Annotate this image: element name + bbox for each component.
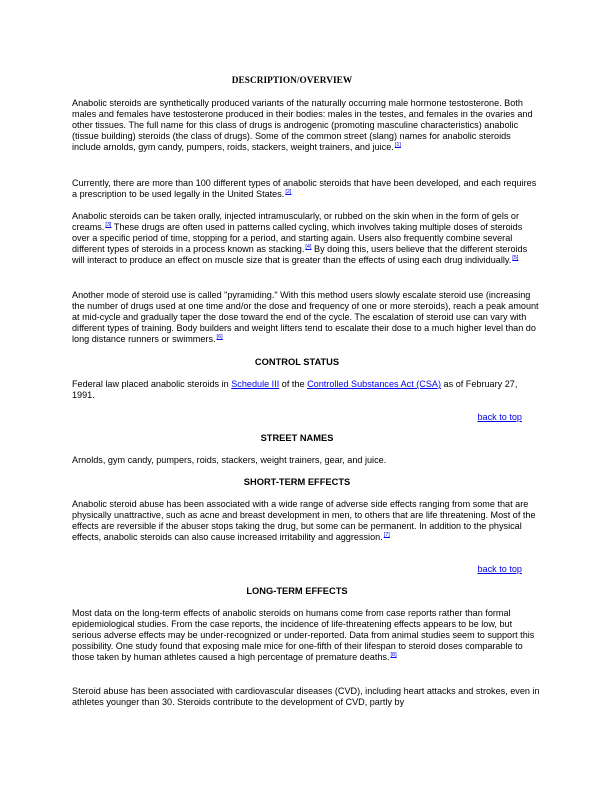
footnote-link-6[interactable]: [6] bbox=[216, 334, 223, 341]
long-term-effects-heading: LONG-TERM EFFECTS bbox=[246, 586, 348, 596]
schedule-iii-link[interactable]: Schedule III bbox=[231, 379, 280, 389]
paragraph-text: Federal law placed anabolic steroids in bbox=[72, 379, 232, 389]
short-term-effects-heading: SHORT-TERM EFFECTS bbox=[243, 477, 351, 487]
long-term-effects-paragraph-2: Steroid abuse has been associated with cardiovascular diseases (CVD), including heart attacks and strokes, even in athletes younger than 30. Steroids contribute to the development of CVD, partly by bbox=[72, 686, 540, 708]
paragraph-text: of the bbox=[279, 379, 308, 389]
overview-paragraph-2 bbox=[72, 178, 542, 200]
paragraph-text: Another mode of steroid use is called "pyramiding." With this method users slowly escalate steroid use (increasing the number of drugs used at one time and/or the dose and frequency of one or more steroids), reach a peak amount at mid-cycle and gradually taper the dose toward the end of the cycle. The escalation of steroid use can vary with different types of training. Body builders and weight lifters tend to escalate their dose to a much higher level than do long distance runners or swimmers. bbox=[72, 290, 539, 345]
control-status-paragraph bbox=[72, 379, 542, 401]
footnote-link-2[interactable]: [2] bbox=[285, 189, 292, 196]
paragraph-text: These drugs are often used in patterns called cycling, which involves taking multiple doses of steroids over a specific period of time, stopping for a period, and starting again. Users also frequently combine several different types of steroids in a process known as stacking. bbox=[72, 222, 523, 255]
back-to-top-link[interactable]: back to top bbox=[477, 412, 522, 422]
paragraph-text: Most data on the long-term effects of anabolic steroids on humans come from case reports rather than formal epidemiological studies. From the case reports, the incidence of life-threatening effects appears to be low, but serious adverse effects may be under-recognized or under-reported. Data from animal studies seem to support this possibility. One study found that exposing male mice for one-fifth of their lifespan to steroid doses comparable to those taken by human athletes caused a high percentage of premature deaths. bbox=[72, 608, 535, 663]
paragraph-text: as of February 27, 1991. bbox=[72, 379, 518, 401]
footnote-link-4[interactable]: [4] bbox=[305, 244, 312, 251]
paragraph-text: By doing this, users believe that the different steroids will interact to produce an effect on muscle size that is greater than the effects of using each drug individually. bbox=[72, 244, 528, 266]
paragraph-text: Anabolic steroids can be taken orally, injected intramuscularly, or rubbed on the skin when in the form of gels or creams. bbox=[72, 211, 520, 233]
street-names-heading: STREET NAMES bbox=[260, 433, 334, 443]
overview-paragraph-1 bbox=[72, 98, 542, 153]
street-names-paragraph: Arnolds, gym candy, pumpers, roids, stackers, weight trainers, gear, and juice. bbox=[72, 455, 387, 465]
paragraph-text: Currently, there are more than 100 different types of anabolic steroids that have been developed, and each requires a prescription to be used legally in the United States. bbox=[72, 178, 537, 200]
footnote-link-7[interactable]: [7] bbox=[383, 532, 390, 539]
footnote-link-5[interactable]: [5] bbox=[512, 255, 519, 262]
long-term-effects-paragraph-1 bbox=[72, 608, 542, 663]
back-to-top-link[interactable]: back to top bbox=[477, 564, 522, 574]
footnote-link-1[interactable]: [1] bbox=[394, 142, 401, 149]
footnote-link-8[interactable]: [8] bbox=[390, 652, 397, 659]
paragraph-text: Anabolic steroids are synthetically produced variants of the naturally occurring male hormone testosterone. Both males and females have testosterone produced in their bodies: males in the testes, and females in the ovaries and other tissues. The full name for this class of drugs is androgenic (promoting masculine characteristics) anabolic (tissue building) steroids (the class of drugs). Some of the common street (slang) names for anabolic steroids include arnolds, gym candy, pumpers, roids, stackers, weight trainers, and juice. bbox=[72, 98, 533, 153]
paragraph-text: Anabolic steroid abuse has been associated with a wide range of adverse side effects ranging from some that are physically unattractive, such as acne and breast development in men, to others that are life threatening. Most of the effects are reversible if the abuser stops taking the drug, but some can be permanent. In addition to the physical effects, anabolic steroids can also cause increased irritability and aggression. bbox=[72, 499, 536, 543]
page-title: DESCRIPTION/OVERVIEW bbox=[231, 76, 353, 86]
short-term-effects-paragraph bbox=[72, 499, 542, 543]
overview-paragraph-3 bbox=[72, 211, 542, 266]
control-status-heading: CONTROL STATUS bbox=[254, 357, 340, 367]
controlled-substances-act-link[interactable]: Controlled Substances Act (CSA) bbox=[307, 379, 442, 389]
footnote-link-3[interactable]: [3] bbox=[105, 222, 112, 229]
overview-paragraph-4 bbox=[72, 290, 542, 345]
